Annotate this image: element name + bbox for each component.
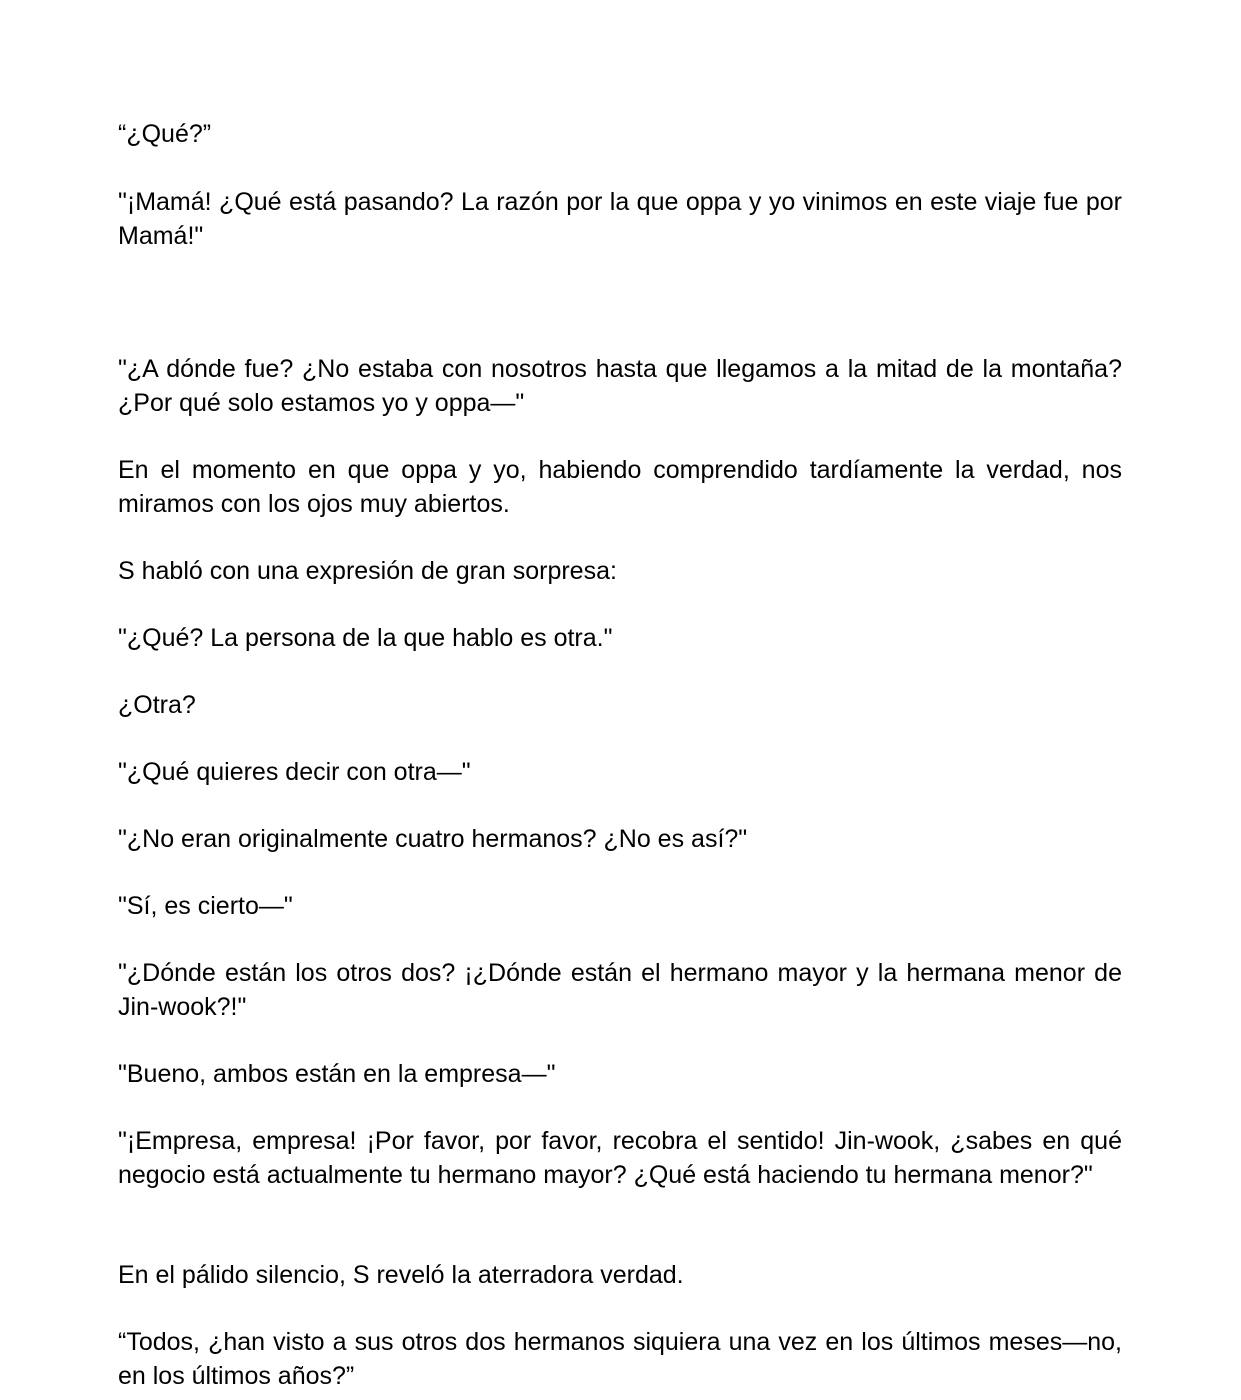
paragraph: "Sí, es cierto—" (118, 892, 293, 920)
paragraph: ¿Otra? (118, 691, 196, 719)
paragraph: En el pálido silencio, S reveló la aterradora verdad. (118, 1261, 684, 1289)
paragraph: S habló con una expresión de gran sorpresa: (118, 557, 617, 585)
paragraph: "¿A dónde fue? ¿No estaba con nosotros hasta que llegamos a la mitad de la montaña? ¿Por qué solo estamos yo y oppa—" (118, 355, 1122, 417)
paragraph: "¿No eran originalmente cuatro hermanos? ¿No es así?" (118, 825, 748, 853)
paragraph: "Bueno, ambos están en la empresa—" (118, 1060, 556, 1088)
paragraph: "¿Qué? La persona de la que hablo es otra." (118, 624, 613, 652)
paragraph: "¿Qué quieres decir con otra—" (118, 758, 471, 786)
paragraph: "¿Dónde están los otros dos? ¡¿Dónde están el hermano mayor y la hermana menor de Jin-wook?!" (118, 959, 1122, 1021)
paragraph: “Todos, ¿han visto a sus otros dos hermanos siquiera una vez en los últimos meses—no, en los últimos años?” (118, 1328, 1122, 1390)
paragraph: "¡Empresa, empresa! ¡Por favor, por favor, recobra el sentido! Jin-wook, ¿sabes en qué negocio está actualmente tu hermano mayor? ¿Qué está haciendo tu hermana menor?" (118, 1127, 1122, 1189)
paragraph: En el momento en que oppa y yo, habiendo comprendido tardíamente la verdad, nos miramos con los ojos muy abiertos. (118, 456, 1122, 518)
paragraph: "¡Mamá! ¿Qué está pasando? La razón por la que oppa y yo vinimos en este viaje fue por Mamá!" (118, 188, 1122, 250)
paragraph: “¿Qué?” (118, 120, 212, 148)
